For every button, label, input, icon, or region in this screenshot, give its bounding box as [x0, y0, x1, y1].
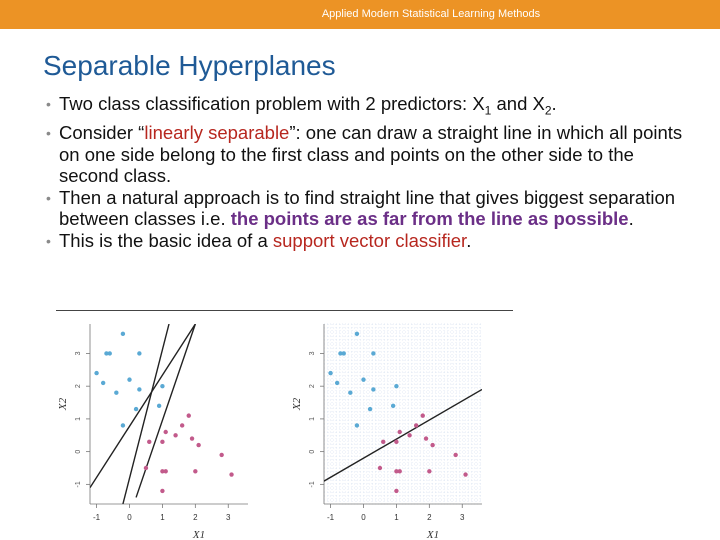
x-tick-label: 2	[193, 513, 198, 522]
data-point-blue	[338, 351, 342, 355]
plot-separator	[56, 310, 513, 311]
bullet-text: the points are as far from the line as possible	[230, 208, 629, 230]
bullet-item	[46, 93, 696, 122]
data-point-blue	[160, 384, 164, 388]
data-point-blue	[121, 332, 125, 336]
data-point-pink	[229, 472, 233, 476]
y-tick-label: -1	[309, 481, 316, 488]
data-point-blue	[355, 332, 359, 336]
y-tick-label: 3	[309, 351, 316, 356]
bullet-text: .	[466, 229, 472, 251]
x-tick-label: 0	[127, 513, 132, 522]
bullet-text: and X	[491, 93, 545, 114]
data-point-blue	[137, 351, 141, 355]
data-point-blue	[368, 407, 372, 411]
bullet-text: .	[628, 208, 634, 230]
data-point-pink	[430, 443, 434, 447]
x-tick-label: 3	[460, 513, 465, 522]
data-point-blue	[361, 377, 365, 381]
bullet-dot-icon: •	[46, 232, 51, 249]
scatter-plot-one-line	[290, 318, 488, 540]
data-point-pink	[378, 466, 382, 470]
bullet-text: Consider “	[59, 122, 145, 144]
bullet-dot-icon: •	[46, 125, 51, 142]
data-point-blue	[371, 351, 375, 355]
y-tick-label: 1	[309, 416, 316, 421]
data-point-pink	[421, 413, 425, 417]
x-tick-label: 2	[427, 513, 432, 522]
data-point-blue	[104, 351, 108, 355]
bullet-item	[46, 122, 696, 187]
data-point-pink	[219, 453, 223, 457]
data-point-blue	[335, 381, 339, 385]
bullet-text: 1	[484, 103, 492, 118]
data-point-blue	[127, 377, 131, 381]
header-title: Applied Modern Statistical Learning Methods	[321, 8, 541, 20]
bullet-text: This is the basic idea of a	[59, 229, 273, 251]
y-tick-label: 2	[309, 384, 316, 389]
data-point-pink	[394, 440, 398, 444]
data-point-blue	[94, 371, 98, 375]
bullet-list	[46, 93, 696, 251]
data-point-blue	[137, 387, 141, 391]
x-tick-label: 0	[361, 513, 366, 522]
data-point-pink	[144, 466, 148, 470]
x-tick-label: 3	[226, 513, 231, 522]
bullet-text: .	[551, 93, 557, 114]
data-point-pink	[381, 440, 385, 444]
data-point-pink	[160, 440, 164, 444]
y-tick-label: 1	[75, 416, 82, 421]
y-tick-label: -1	[75, 481, 82, 488]
data-point-blue	[121, 423, 125, 427]
data-point-pink	[398, 469, 402, 473]
bullet-item	[46, 230, 696, 252]
data-point-blue	[355, 423, 359, 427]
bullet-text: Then a natural approach is to find straight line that gives biggest separation between classes i.e.	[59, 186, 676, 230]
data-point-pink	[190, 436, 194, 440]
x-axis-label: X1	[192, 529, 206, 540]
data-point-blue	[371, 387, 375, 391]
x-tick-label: -1	[93, 513, 101, 522]
data-point-pink	[463, 472, 467, 476]
data-point-blue	[101, 381, 105, 385]
bullet-text: support vector classifier	[272, 229, 467, 251]
bullet-text: 2	[544, 103, 552, 118]
data-point-pink	[398, 430, 402, 434]
bullet-text: ”: one can draw a straight line in which all points on one side belong to the first class and points on the other side to the second class.	[59, 122, 683, 187]
data-point-pink	[147, 440, 151, 444]
data-point-pink	[173, 433, 177, 437]
data-point-blue	[328, 371, 332, 375]
data-point-pink	[196, 443, 200, 447]
data-point-pink	[164, 469, 168, 473]
data-point-pink	[187, 413, 191, 417]
y-tick-label: 2	[75, 384, 82, 389]
data-point-pink	[394, 489, 398, 493]
bullet-dot-icon: •	[46, 189, 51, 206]
y-axis-label: X2	[291, 397, 303, 411]
data-point-pink	[453, 453, 457, 457]
data-point-blue	[114, 391, 118, 395]
data-point-blue	[348, 391, 352, 395]
bullet-text: Two class classification problem with 2 predictors: X	[59, 93, 485, 114]
x-tick-label: -1	[327, 513, 335, 522]
x-tick-label: 1	[160, 513, 165, 522]
data-point-blue	[391, 404, 395, 408]
data-point-pink	[424, 436, 428, 440]
data-point-pink	[164, 430, 168, 434]
header-bar	[0, 0, 720, 29]
y-tick-label: 3	[75, 351, 82, 356]
y-axis-label: X2	[57, 397, 69, 411]
bullet-dot-icon: •	[46, 96, 51, 112]
data-point-pink	[427, 469, 431, 473]
y-tick-label: 0	[75, 449, 82, 454]
plot-background	[56, 318, 254, 540]
bullet-item	[46, 187, 696, 230]
data-point-blue	[157, 404, 161, 408]
slide-title: Separable Hyperplanes	[43, 50, 336, 81]
plot-background	[290, 318, 488, 540]
data-point-blue	[134, 407, 138, 411]
data-point-blue	[394, 384, 398, 388]
data-point-pink	[414, 423, 418, 427]
data-point-pink	[160, 489, 164, 493]
y-tick-label: 0	[309, 449, 316, 454]
bullet-text: linearly separable	[144, 122, 290, 144]
scatter-plot-three-lines	[56, 318, 254, 540]
x-axis-label: X1	[426, 529, 440, 540]
x-tick-label: 1	[394, 513, 399, 522]
data-point-pink	[193, 469, 197, 473]
data-point-pink	[180, 423, 184, 427]
data-point-pink	[407, 433, 411, 437]
